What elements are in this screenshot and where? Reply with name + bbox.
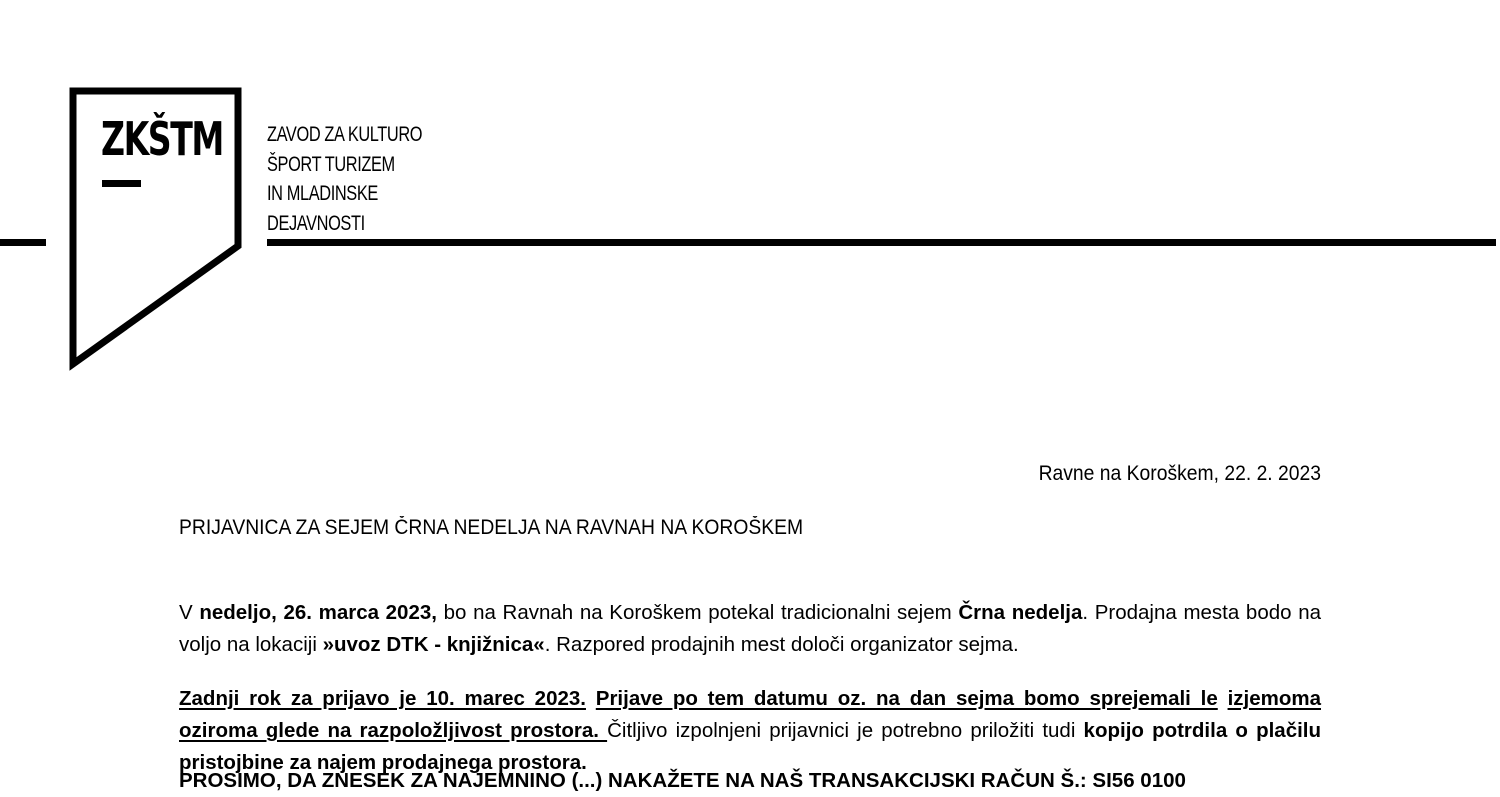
late-application-text-cont: izjemoma oziroma glede na razpoložljivost prostora. [179,687,1321,742]
payment-paragraph-partial [179,765,1321,797]
header-rule-left [0,239,46,246]
text: . Prodajna [1082,601,1177,624]
org-name-line: ZAVOD ZA KULTURO [267,123,423,146]
logo-abbreviation: ZKŠTM [101,112,223,166]
late-application-text: Prijave po tem datumu oz. na dan sejma bomo sprejemali le [595,687,1218,710]
payment-proof-text: kopijo potrdila o plačilu pristojbine za najem prodajnega prostora. [179,719,1322,774]
document-title: PRIJAVNICA ZA SEJEM ČRNA NEDELJA NA RAVNAH NA KOROŠKEM [179,516,804,539]
text: V [179,601,200,624]
event-date: nedeljo, 26. marca 2023, [199,601,437,624]
org-name-line: DEJAVNOSTI [267,211,365,235]
text: mesta bodo na voljo na lokaciji [179,601,1321,656]
payment-instruction-text: PROSIMO, DA ZNESEK ZA NAJEMNINO (...) NAKAŽETE NA NAŠ TRANSAKCIJSKI RAČUN Š.: SI56 0100 [179,769,1186,792]
logo-underscore-bar [102,180,141,187]
place-date: Ravne na Koroškem, 22. 2. 2023 [1038,462,1321,485]
org-name-line: IN MLADINSKE [267,182,378,205]
deadline-text: Zadnji rok za prijavo je 10. marec 2023. [179,687,586,710]
organization-name [267,120,422,238]
logo-graphic [0,0,1500,380]
org-name-line: ŠPORT TURIZEM [267,152,395,176]
event-name: Črna nedelja [958,601,1083,624]
text: bo na Ravnah na Koroškem potekal tradicionalni sejem [436,601,959,624]
text: . Razpored prodajnih mest določi organizator sejma. [544,633,1019,656]
event-location: »uvoz DTK - knjižnica« [322,633,545,656]
text: Čitljivo izpolnjeni prijavnici je potrebno priložiti tudi [607,719,1076,742]
intro-paragraph [179,597,1321,661]
header-rule-right [267,239,1496,246]
